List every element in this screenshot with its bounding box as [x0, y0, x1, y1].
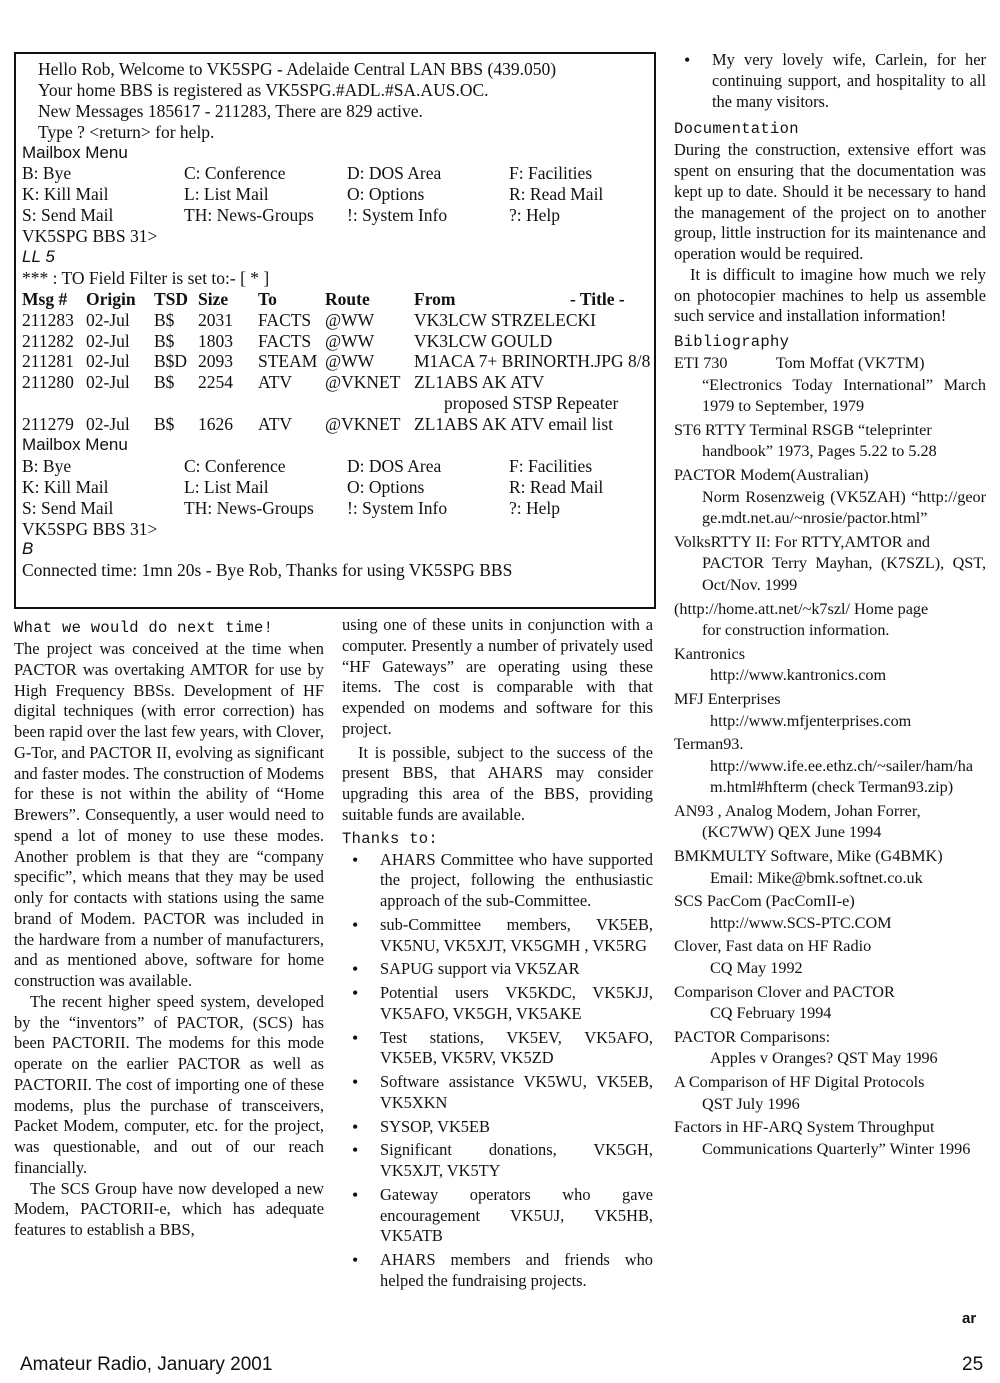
menu-item: !: System Info	[347, 205, 448, 226]
list-item: • Potential users VK5KDC, VK5KJJ, VK5AFO, VK5GH, VK5AKE	[342, 983, 653, 1025]
column-right	[674, 50, 986, 1162]
section-heading: What we would do next time!	[14, 619, 274, 637]
menu-title: Mailbox Menu	[22, 435, 128, 455]
menu-item: ?: Help	[509, 205, 561, 226]
menu-item: K: Kill Mail	[22, 476, 109, 497]
menu-item: S: Send Mail	[22, 205, 114, 226]
bibliography-entry	[674, 982, 986, 1025]
entry-title: Factors in HF-ARQ System Throughput	[674, 1118, 935, 1137]
column-middle	[342, 615, 653, 1295]
bibliography-entry	[674, 1117, 986, 1160]
page-number: 25	[962, 1354, 984, 1375]
entry-detail: Apples v Oranges? QST May 1996	[710, 1049, 938, 1068]
menu-item: C: Conference	[184, 455, 286, 476]
bibliography-entry	[674, 644, 986, 687]
column-left	[14, 617, 324, 1241]
cell-tsd: B$	[154, 309, 175, 330]
menu-item: TH: News-Groups	[184, 205, 314, 226]
entry-title: ST6 RTTY Terminal RSGB “teleprinter	[674, 420, 932, 439]
section-heading: Thanks to:	[342, 829, 439, 848]
list-item: • Software assistance VK5WU, VK5EB, VK5XKN	[342, 1072, 653, 1114]
message-row	[22, 372, 648, 393]
entry-detail: Norm Rosenzweig (VK5ZAH) “http://george.mdt.net.au/~nrosie/pactor.html”	[702, 487, 986, 528]
bibliography-entry	[674, 734, 986, 799]
paragraph: The project was conceived at the time when PACTOR was overtaking AMTOR for use by High Frequency BBSs. Development of HF digital techniques (with error correction) has been rapid over the last few years, with Clover, G-Tor, and PACTOR II, evolving as significant and faster modes. The construction of Modems for these is not within the ability of “Home Brewers”. Consequently, a user would need to spend a lot of money to use these modes. Another problem is that they are “company specific”, which means that they may be used only for contacts with stations using the same brand of Modem. PACTOR was included in the hardware from a number of manufacturers, and as mentioned above, software for home construction was available.	[14, 639, 324, 990]
footer-publication: Amateur Radio, January 2001	[20, 1354, 273, 1375]
header-from: From	[414, 288, 456, 309]
cell-size: 1626	[198, 414, 233, 435]
cell-origin: 02-Jul	[86, 309, 130, 330]
entry-title: (http://home.att.net/~k7szl/ Home page	[674, 599, 929, 618]
cell-origin: 02-Jul	[86, 351, 130, 372]
bibliography-entry	[674, 689, 986, 732]
paragraph: It is possible, subject to the success of the present BBS, that AHARS may consider upgrading this area of the BBS, providing suitable funds are available.	[342, 742, 653, 824]
thanks-list-continued	[674, 50, 986, 112]
cell-from-title: ZL1ABS AK ATV email list	[414, 414, 613, 435]
thanks-list	[342, 850, 653, 1292]
cell-to: STEAM	[258, 351, 318, 372]
bibliography-entry	[674, 891, 986, 934]
bbs-prompt: VK5SPG BBS 31>	[22, 226, 158, 247]
list-item: • SYSOP, VK5EB	[342, 1117, 653, 1138]
entry-detail: “Electronics Today International” March 1979 to September, 1979	[702, 375, 986, 416]
cell-from-title: VK3LCW STRZELECKI	[414, 309, 596, 330]
menu-item: L: List Mail	[184, 184, 269, 205]
entry-detail: PACTOR Terry Mayhan, (K7SZL), QST, Oct/Nov. 1999	[702, 554, 986, 594]
header-title: - Title -	[570, 288, 625, 309]
entry-detail: CQ May 1992	[710, 959, 803, 978]
message-row	[22, 351, 651, 372]
entry-title: PACTOR Modem(Australian)	[674, 465, 869, 484]
paragraph: It is difficult to imagine how much we rely on photocopier machines to help us assemble such service and installation information!	[674, 264, 986, 326]
menu-item: O: Options	[347, 184, 425, 205]
entry-title: VolksRTTY II: For RTTY,AMTOR and	[674, 532, 931, 551]
cell-origin: 02-Jul	[86, 330, 130, 351]
bibliography-entry	[674, 353, 986, 418]
section-heading: Bibliography	[674, 333, 790, 351]
cell-size: 2031	[198, 309, 233, 330]
bibliography-entry	[674, 801, 986, 844]
paragraph: During the construction, extensive effort was spent on ensuring that the documentation was kept up to date. Should it be necessary to hand the management of the project on to another group, little instruction for its maintenance and operation would be required.	[674, 140, 986, 263]
entry-detail: (KC7WW) QEX June 1994	[702, 823, 882, 842]
cell-tsd: B$	[154, 330, 175, 351]
cell-route: @VKNET	[325, 372, 401, 393]
list-item: • Test stations, VK5EV, VK5AFO, VK5EB, VK5RV, VK5ZD	[342, 1028, 653, 1070]
welcome-line: Hello Rob, Welcome to VK5SPG - Adelaide Central LAN BBS (439.050)	[38, 59, 557, 79]
command-b: B	[22, 539, 34, 559]
command-ll: LL 5	[22, 247, 55, 267]
bibliography-entry	[674, 936, 986, 979]
message-table-header	[22, 289, 648, 310]
message-row-continuation	[22, 393, 648, 414]
cell-from-title: ZL1ABS AK ATV	[414, 372, 545, 393]
bibliography-entry	[674, 1027, 986, 1070]
entry-title: A Comparison of HF Digital Protocols	[674, 1073, 925, 1091]
entry-title: PACTOR Comparisons:	[674, 1027, 831, 1046]
list-item: • Significant donations, VK5GH, VK5XJT, VK5TY	[342, 1140, 653, 1182]
entry-title: SCS PacCom (PacComII-e)	[674, 892, 855, 911]
menu-title: Mailbox Menu	[22, 142, 128, 162]
header-msg: Msg #	[22, 288, 68, 309]
menu-item: F: Facilities	[509, 163, 593, 184]
list-item: • SAPUG support via VK5ZAR	[342, 959, 653, 980]
bibliography-entry	[674, 1072, 986, 1115]
cell-to: ATV	[258, 372, 293, 393]
cell-msg: 211282	[22, 330, 74, 351]
header-origin: Origin	[86, 288, 136, 309]
cell-from-title: M1ACA 7+ BRINORTH.JPG 8/8	[414, 351, 651, 372]
menu-item: B: Bye	[22, 455, 72, 476]
message-row	[22, 414, 648, 435]
bibliography-entry	[674, 465, 986, 530]
cell-route: @WW	[325, 351, 375, 372]
entry-title: Clover, Fast data on HF Radio	[674, 937, 872, 956]
list-item: • AHARS members and friends who helped the fundraising projects.	[342, 1250, 653, 1292]
entry-detail: QST July 1996	[702, 1094, 800, 1113]
paragraph: The SCS Group have now developed a new Modem, PACTORII-e, which has adequate features to establish a BBS,	[14, 1178, 324, 1239]
entry-detail: http://www.SCS-PTC.COM	[710, 913, 892, 932]
cell-size: 2093	[198, 351, 233, 372]
entry-title: Kantronics	[674, 644, 746, 663]
bbs-prompt: VK5SPG BBS 31>	[22, 518, 158, 539]
cell-msg: 211283	[22, 309, 74, 330]
menu-item: R: Read Mail	[509, 184, 604, 205]
list-item: • My very lovely wife, Carlein, for her continuing support, and hospitality to all the many visitors.	[674, 50, 986, 112]
entry-detail: http://www.ife.ee.ethz.ch/~sailer/ham/ham.html#hfterm (check Terman93.zip)	[710, 756, 974, 797]
cell-size: 2254	[198, 372, 233, 393]
entry-title: AN93 , Analog Modem, Johan Forrer,	[674, 801, 921, 820]
paragraph: The recent higher speed system, developed by the “inventors” of PACTOR, (SCS) has been PACTORII. The modems for this mode operate on the earlier PACTOR as well as PACTORII. The cost of importing one of these modems, plus the purchase of transceivers, Packet Modem, computer, etc. for the project, was questionable, and out of our reach financially.	[14, 991, 324, 1177]
menu-item: R: Read Mail	[509, 476, 604, 497]
menu-item: S: Send Mail	[22, 497, 114, 518]
entry-detail: Email: Mike@bmk.softnet.co.uk	[710, 868, 923, 887]
entry-title: ETI 730 Tom Moffat (VK7TM)	[674, 354, 925, 372]
header-tsd: TSD	[154, 288, 189, 309]
header-size: Size	[198, 288, 229, 309]
menu-row	[22, 456, 648, 477]
cell-origin: 02-Jul	[86, 372, 130, 393]
connected-line: Connected time: 1mn 20s - Bye Rob, Thanks for using VK5SPG BBS	[22, 560, 513, 581]
entry-detail: handbook” 1973, Pages 5.22 to 5.28	[702, 442, 937, 461]
cell-size: 1803	[198, 330, 233, 351]
welcome-line: Type ? <return> for help.	[38, 121, 215, 142]
cell-origin: 02-Jul	[86, 414, 130, 435]
menu-item: D: DOS Area	[347, 163, 442, 184]
cell-tsd: B$	[154, 372, 175, 393]
menu-item: !: System Info	[347, 497, 448, 518]
welcome-line: New Messages 185617 - 211283, There are 829 active.	[38, 100, 423, 121]
cell-msg: 211280	[22, 372, 74, 393]
message-row	[22, 331, 648, 352]
cell-msg: 211279	[22, 414, 74, 435]
menu-row	[22, 205, 648, 226]
bibliography-list	[674, 353, 986, 1160]
bibliography-entry	[674, 846, 986, 889]
bibliography-entry	[674, 420, 986, 463]
cell-to: ATV	[258, 414, 293, 435]
entry-detail: http://www.kantronics.com	[710, 666, 887, 685]
list-item: • Gateway operators who gave encouragement VK5UJ, VK5HB, VK5ATB	[342, 1185, 653, 1247]
bibliography-entry	[674, 532, 986, 597]
entry-detail: Communications Quarterly” Winter 1996	[702, 1139, 971, 1158]
menu-row	[22, 163, 648, 184]
cell-route: @WW	[325, 330, 375, 351]
menu-item: L: List Mail	[184, 476, 269, 497]
cell-to: FACTS	[258, 330, 312, 351]
cell-tsd: B$	[154, 414, 175, 435]
menu-item: ?: Help	[509, 497, 561, 518]
message-row	[22, 310, 648, 331]
menu-item: O: Options	[347, 476, 425, 497]
cell-msg: 211281	[22, 351, 74, 372]
entry-title: Terman93.	[674, 735, 744, 754]
entry-detail: for construction information.	[702, 621, 890, 640]
cell-route: @WW	[325, 309, 375, 330]
menu-row	[22, 477, 648, 498]
entry-title: Comparison Clover and PACTOR	[674, 982, 895, 1001]
cell-title-continuation: proposed STSP Repeater	[444, 393, 619, 414]
bbs-session-box	[14, 52, 656, 609]
list-item: • sub-Committee members, VK5EB, VK5NU, VK5XJT, VK5GMH , VK5RG	[342, 915, 653, 957]
filter-line: *** : TO Field Filter is set to:- [ * ]	[22, 267, 270, 288]
menu-row	[22, 498, 648, 519]
menu-item: B: Bye	[22, 163, 72, 184]
cell-to: FACTS	[258, 309, 312, 330]
menu-item: D: DOS Area	[347, 455, 442, 476]
list-item: • AHARS Committee who have supported the project, following the enthusiastic approach of the sub-Committee.	[342, 850, 653, 912]
welcome-line: Your home BBS is registered as VK5SPG.#ADL.#SA.AUS.OC.	[38, 79, 489, 100]
menu-item: K: Kill Mail	[22, 184, 109, 205]
entry-detail: CQ February 1994	[710, 1004, 832, 1023]
cell-from-title: VK3LCW GOULD	[414, 330, 553, 351]
cell-route: @VKNET	[325, 414, 401, 435]
menu-row	[22, 184, 648, 205]
section-heading: Documentation	[674, 120, 799, 139]
paragraph: using one of these units in conjunction with a computer. Presently a number of privately used “HF Gateways” are operating using these items. The cost is comparable with that expended on modems and software for this project.	[342, 615, 653, 738]
entry-detail: http://www.mfjenterprises.com	[710, 711, 912, 730]
header-to: To	[258, 288, 277, 309]
menu-item: TH: News-Groups	[184, 497, 314, 518]
entry-title: BMKMULTY Software, Mike (G4BMK)	[674, 847, 943, 866]
menu-item: C: Conference	[184, 163, 286, 184]
bibliography-entry	[674, 599, 986, 642]
end-mark: ar	[962, 1310, 977, 1327]
menu-item: F: Facilities	[509, 455, 593, 476]
entry-title: MFJ Enterprises	[674, 689, 781, 708]
cell-tsd: B$D	[154, 351, 188, 372]
header-route: Route	[325, 288, 370, 309]
